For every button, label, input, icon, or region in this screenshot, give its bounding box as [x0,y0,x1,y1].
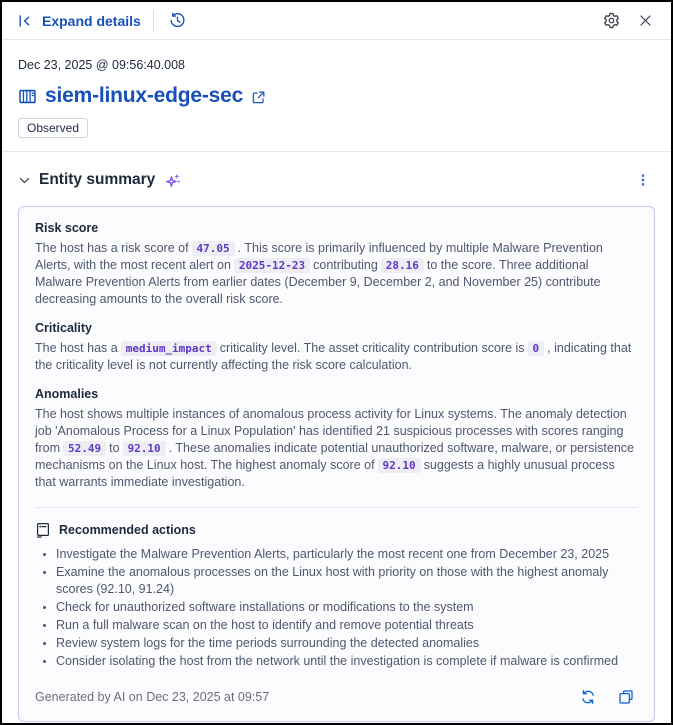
inline-code-value: 0 [528,341,545,356]
entity-name-link[interactable]: siem-linux-edge-sec [45,84,244,107]
entity-summary-title: Entity summary [39,171,156,188]
observed-badge: Observed [18,118,88,138]
recommended-actions-list [35,546,638,669]
recommended-action-item: • Consider isolating the host from the network until the investigation is complete if malware is confirmed [56,653,638,670]
recommended-action-item: • Examine the anomalous processes on the Linux host with priority on those with the highest anomaly scores (92.10, 91.24) [56,564,638,597]
history-icon[interactable] [166,9,190,33]
sparkles-icon [165,172,182,189]
inline-code-value: 92.10 [378,458,421,473]
recommended-actions-header [35,522,638,538]
recommended-action-item: • Review system logs for the time periods surrounding the detected anomalies [56,635,638,652]
header-divider [153,10,154,32]
section-divider [2,151,671,152]
inline-code-value: 47.05 [192,241,235,256]
summary-section-heading: Risk score [35,221,99,235]
entity-summary-toggle[interactable] [18,171,182,189]
card-divider [35,507,638,508]
inline-code-value: 28.16 [381,258,424,273]
inline-code-value: medium_impact [121,341,217,356]
recommended-actions-title: Recommended actions [59,523,196,537]
card-footer [35,685,638,709]
recommended-action-item: • Check for unauthorized software installations or modifications to the system [56,599,638,616]
copy-icon[interactable] [614,685,638,709]
close-icon[interactable] [633,9,657,33]
open-external-icon[interactable] [251,90,266,105]
expand-details-label: Expand details [42,12,141,29]
documentation-icon [35,522,51,538]
summary-section-heading: Anomalies [35,387,99,401]
arrow-start-icon [16,9,34,33]
recommended-action-item: • Run a full malware scan on the host to identify and remove potential threats [56,617,638,634]
summary-section-text: The host has a risk score of 47.05 . This score is primarily influenced by multiple Malware Prevention Alerts, with the most recent alert on 2025-12-23 contributing 28.16 to the score. Three additional Malware Prevention Alerts from earlier dates (December 9, December 2, and November 25) contribute decreasing amounts to the overall risk score. [35,241,603,306]
summary-sections [35,221,638,491]
inline-code-value: 52.49 [63,441,106,456]
host-icon [18,87,37,106]
entity-summary-card [18,206,655,722]
inline-code-value: 2025-12-23 [234,258,310,273]
summary-section [35,321,638,374]
more-actions-icon[interactable] [631,168,655,192]
chevron-down-icon [18,174,31,187]
regenerate-icon[interactable] [576,685,600,709]
summary-section-text: The host shows multiple instances of anomalous process activity for Linux systems. The anomaly detection job 'Anomalous Process for a Linux Population' has identified 21 suspicious processes with scores ranging from 52.49 to 92.10 . These anomalies indicate potential unauthorized software, malware, or persistence mechanisms on the Linux host. The highest anomaly score of 92.10 suggests a highly unusual process that warrants immediate investigation. [35,407,634,489]
expand-details-button[interactable] [16,9,141,33]
entity-summary-header [18,168,655,192]
flyout-body [2,40,671,723]
recommended-action-item: • Investigate the Malware Prevention Alerts, particularly the most recent one from December 23, 2025 [56,546,638,563]
summary-section [35,387,638,491]
generated-by-text: Generated by AI on Dec 23, 2025 at 09:57 [35,690,270,704]
event-timestamp: Dec 23, 2025 @ 09:56:40.008 [18,58,185,72]
summary-section-text: The host has a medium_impact criticality level. The asset criticality contribution score is 0 , indicating that the criticality level is not currently affecting the risk score calculation. [35,341,632,372]
flyout-header [2,2,671,40]
gear-icon[interactable] [599,9,623,33]
summary-section [35,221,638,308]
summary-section-heading: Criticality [35,321,92,335]
entity-title-row [18,84,655,108]
inline-code-value: 92.10 [123,441,166,456]
